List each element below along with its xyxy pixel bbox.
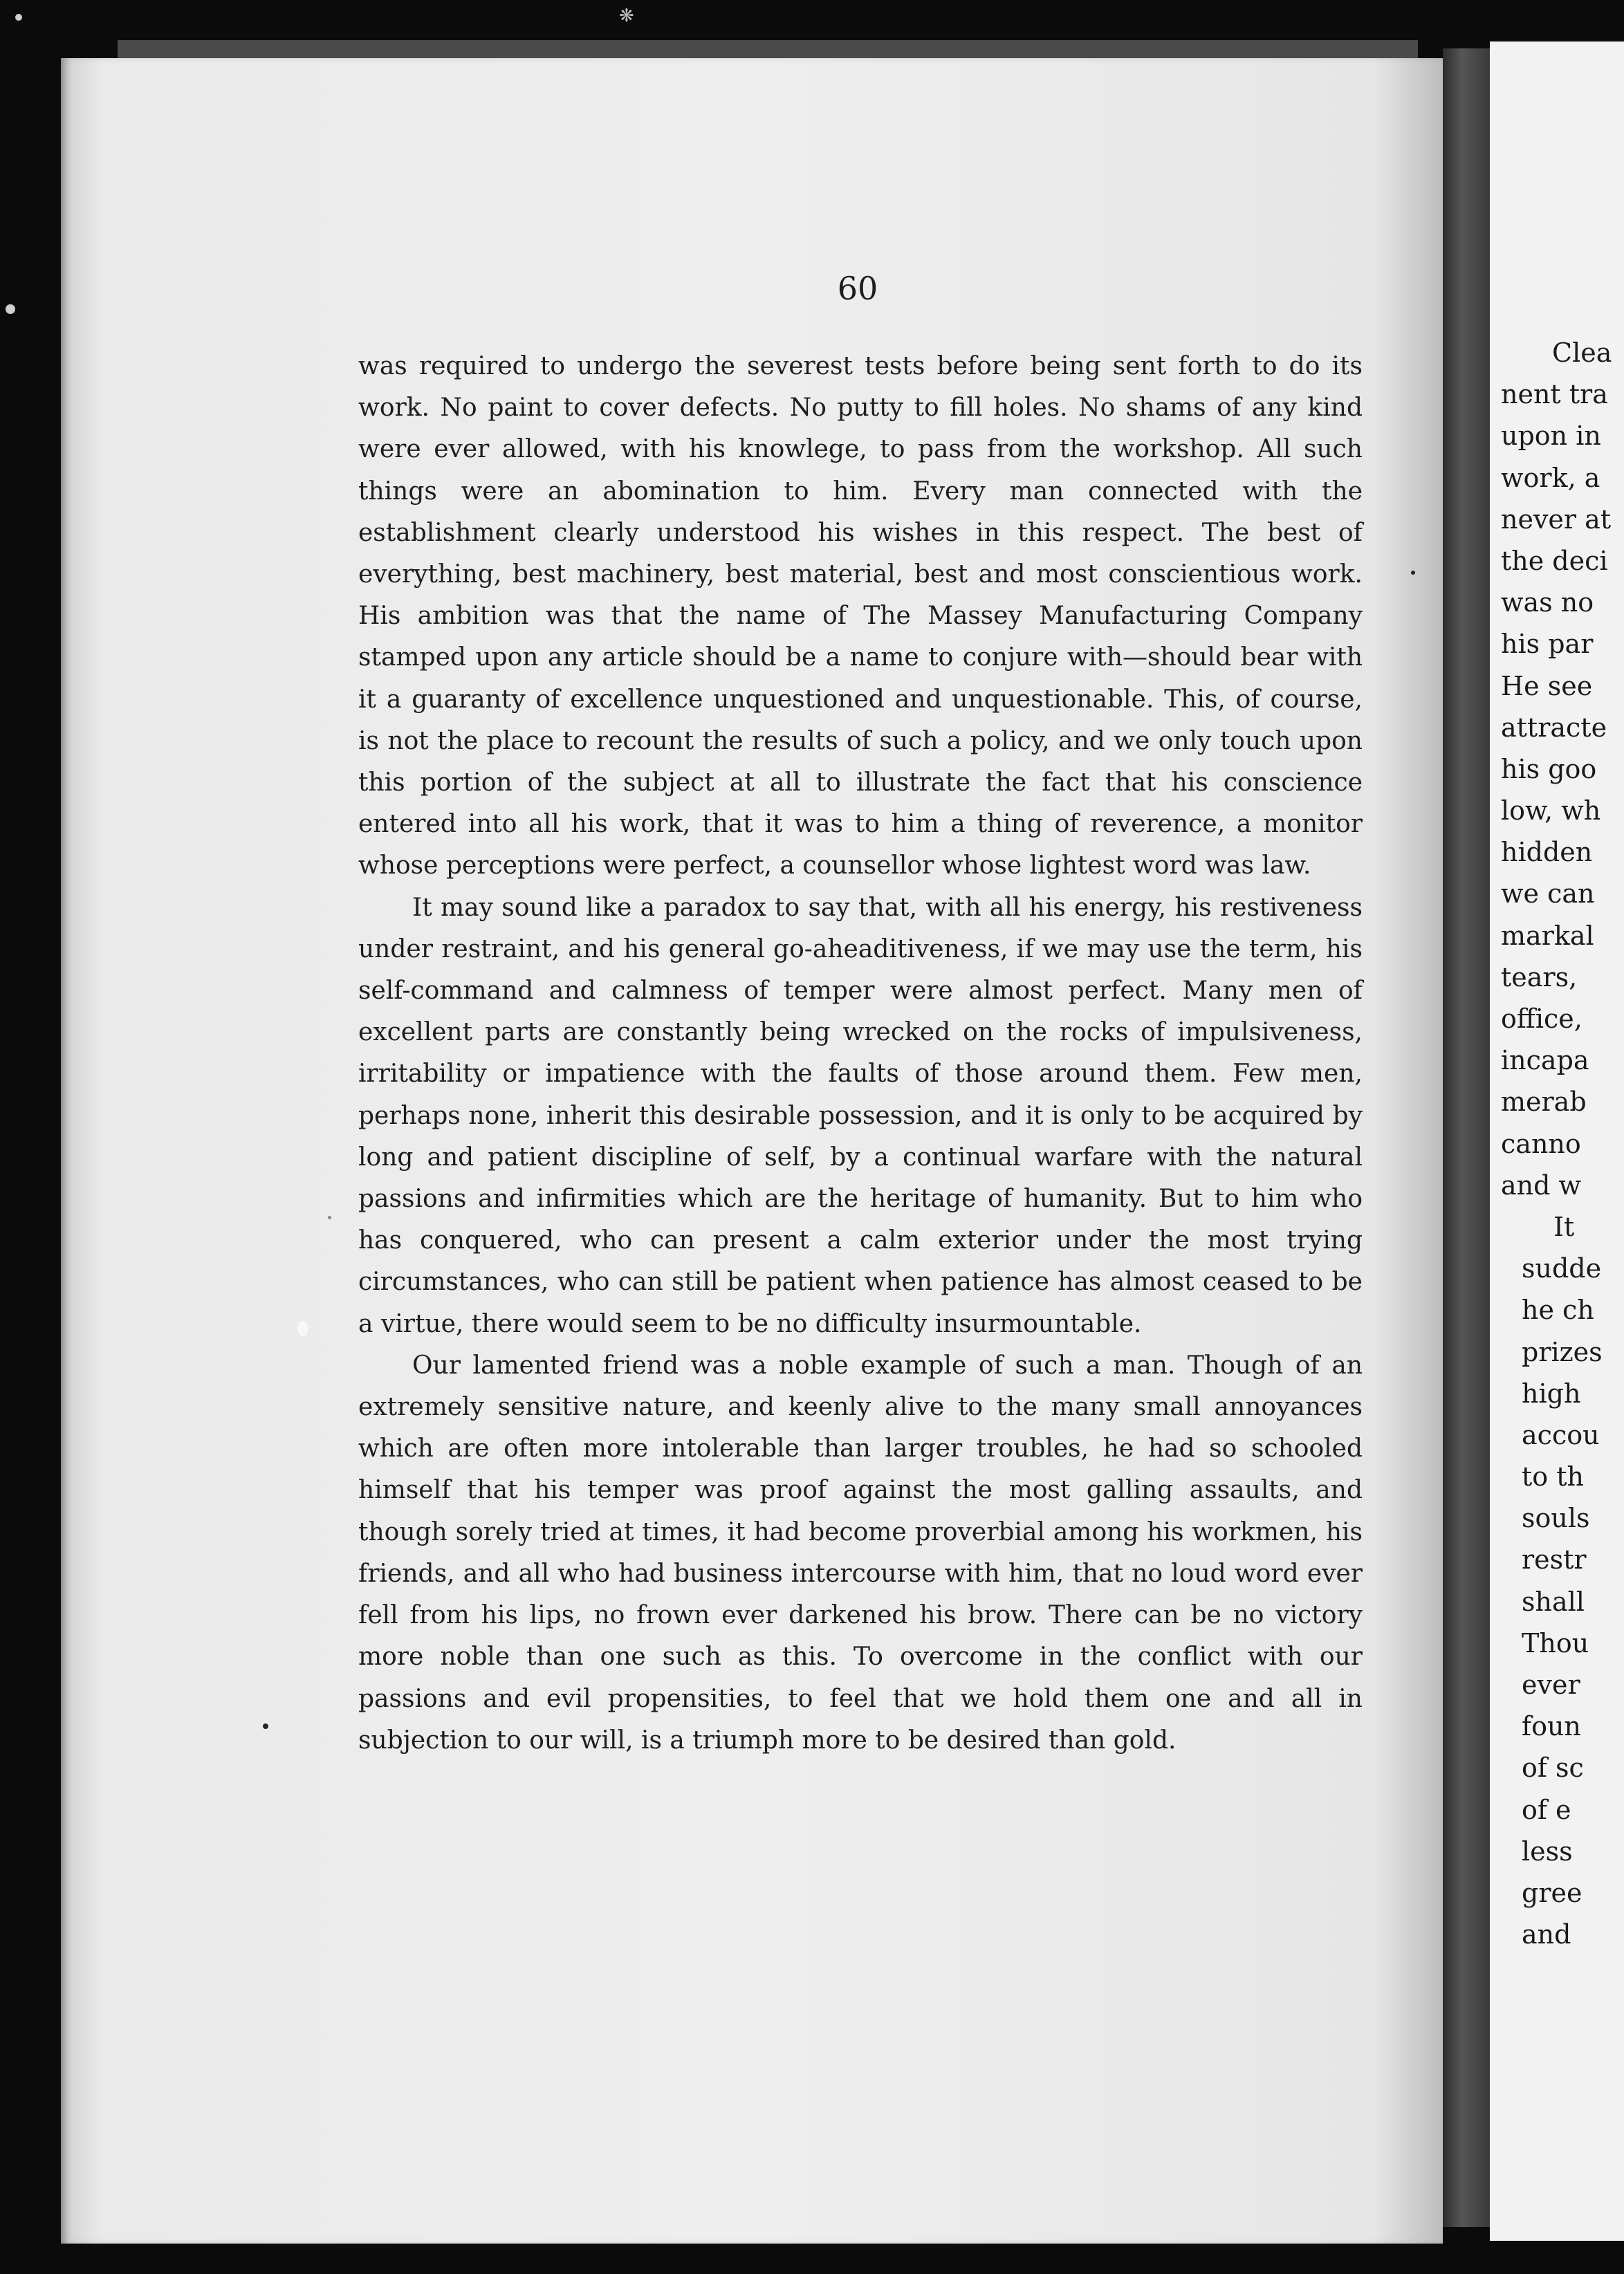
fragment-line: he ch <box>1522 1295 1594 1326</box>
next-page-fragments <box>1501 332 1612 1955</box>
fragment-line: foun <box>1522 1711 1581 1742</box>
fragment-line: restr <box>1522 1544 1587 1575</box>
fragment-line: work, a <box>1501 462 1600 493</box>
fragment-line: the deci <box>1501 545 1608 576</box>
paragraph-2: It may sound like a paradox to say that, with all his energy, his restiveness under restraint, and his general go-aheaditiveness, if we may use the term, his self-command and calmness of temper were almost perfect. Many men of excellent parts are constantly being wrecked on the rocks of impulsiveness, irritability or impatience with the faults of those around them. Few men, perhaps none, inherit this desirable possession, and it is only to be acquired by long and patient discipline of self, by a continual warfare with the natural passions and infirmities which are the heritage of humanity. But to him who has conquered, who can present a calm exterior under the most trying circumstances, who can still be patient when patience has almost ceased to be a virtue, there would seem to be no difficulty insurmountable. <box>358 893 1363 1338</box>
scan-speck <box>6 304 15 314</box>
paragraph-3: Our lamented friend was a noble example of such a man. Though of an extremely sensitive nature, and keenly alive to the many small annoyances which are often more intolerable than larger troubles, he had so schooled himself that his temper was proof against the most galling assaults, and though sorely tried at times, it had become proverbial among his workmen, his friends, and all who had business intercourse with him, that no loud word ever fell from his lips, no frown ever darkened his brow. There can be no victory more noble than one such as this. To overcome in the conflict with our passions and evil propensities, to feel that we hold them one and all in subjection to our will, is a triumph more to be desired than gold. <box>358 1351 1363 1755</box>
fragment-line: was no <box>1501 587 1594 618</box>
fragment-line: souls <box>1522 1503 1590 1534</box>
fragment-line: merab <box>1501 1087 1587 1118</box>
book-gutter <box>1443 48 1490 2227</box>
fragment-line: we can <box>1501 878 1595 909</box>
fragment-line: sudde <box>1522 1253 1602 1284</box>
fragment-line: gree <box>1522 1877 1583 1908</box>
scan-speck <box>297 1321 308 1336</box>
fragment-line: his par <box>1501 629 1594 660</box>
fragment-line: hidden <box>1501 837 1593 868</box>
fragment-line: prizes <box>1522 1336 1603 1367</box>
fragment-line: Clea <box>1552 338 1612 368</box>
fragment-line: of sc <box>1522 1753 1584 1784</box>
fragment-line: low, wh <box>1501 795 1601 826</box>
fragment-line: shall <box>1522 1586 1585 1617</box>
fragment-line: less <box>1522 1836 1573 1867</box>
scan-speck <box>328 1216 331 1219</box>
fragment-line: canno <box>1501 1128 1581 1159</box>
paragraph-1: was required to undergo the severest tests before being sent forth to do its work. No paint to cover defects. No putty to fill holes. No shams of any kind were ever allowed, with his knowlege, to pass from the workshop. All such things were an abomination to him. Every man connected with the establishment clearly understood his wishes in this respect. The best of everything, best machinery, best material, best and most conscientious work. His ambition was that the name of The Massey Manufacturing Company stamped upon any article should be a name to conjure with—should bear with it a guaranty of excellence unquestioned and unquestionable. This, of course, is not the place to recount the results of such a policy, and we only touch upon this portion of the subject at all to illustrate the fact that his conscience entered into all his work, that it was to him a thing of reverence, a monitor whose perceptions were perfect, a counsellor whose lightest word was law. <box>358 352 1363 880</box>
fragment-line: upon in <box>1501 420 1601 452</box>
fragment-line: accou <box>1522 1419 1600 1450</box>
fragment-line: to th <box>1522 1461 1584 1492</box>
fragment-line: Thou <box>1522 1627 1589 1658</box>
fragment-line: He see <box>1501 670 1593 701</box>
fragment-line: high <box>1522 1378 1581 1409</box>
page-body <box>358 346 1363 1762</box>
fragment-line: of e <box>1522 1794 1571 1825</box>
fragment-line: ever <box>1522 1670 1580 1700</box>
fragment-line: incapa <box>1501 1045 1589 1076</box>
film-mark-icon: ❋ <box>619 6 634 26</box>
scan-speck <box>263 1723 268 1729</box>
scan-speck <box>15 14 22 21</box>
fragment-line: office, <box>1501 1004 1583 1034</box>
page-number: 60 <box>837 270 878 307</box>
fragment-line: tears, <box>1501 961 1578 992</box>
fragment-line: It <box>1553 1211 1575 1242</box>
scan-speck <box>1411 571 1415 575</box>
fragment-line: markal <box>1501 920 1594 951</box>
fragment-line: and <box>1522 1919 1571 1950</box>
fragment-line: nent tra <box>1501 379 1608 410</box>
fragment-line: his goo <box>1501 753 1597 784</box>
fragment-line: and w <box>1501 1170 1582 1201</box>
fragment-line: attracte <box>1501 712 1607 743</box>
fragment-line: never at <box>1501 503 1612 535</box>
